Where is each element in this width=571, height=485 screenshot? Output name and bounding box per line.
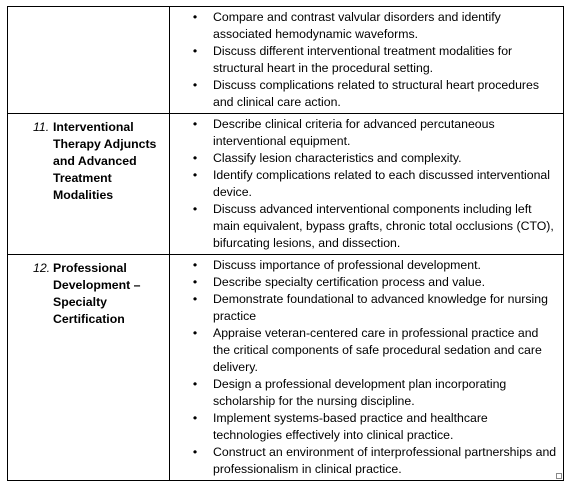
- topic-number: 11.: [33, 120, 50, 134]
- list-item: [170, 43, 557, 77]
- list-item: [170, 257, 557, 274]
- objective-text: Describe specialty certification process and value.: [213, 275, 486, 289]
- objective-text: Construct an environment of interprofessional partnerships and professionalism in clinical practice.: [213, 445, 557, 476]
- table-row: [8, 255, 564, 481]
- list-item: [170, 77, 557, 111]
- list-item: [170, 410, 557, 444]
- objectives-cell: [170, 255, 564, 481]
- list-item: [170, 274, 557, 291]
- course-outline-table: [7, 6, 564, 481]
- bullet-icon: •: [192, 10, 198, 24]
- table-row: [8, 7, 564, 114]
- bullet-icon: •: [192, 202, 198, 216]
- bullet-icon: •: [192, 411, 198, 425]
- topic-cell: [8, 7, 170, 114]
- topic-heading: [8, 114, 169, 204]
- bullet-icon: •: [192, 445, 198, 459]
- table-row: [8, 114, 564, 255]
- objective-text: Classify lesion characteristics and complexity.: [213, 151, 462, 165]
- list-item: [170, 291, 557, 325]
- objective-text: Discuss complications related to structural heart procedures and clinical care action.: [213, 78, 540, 109]
- topic-heading: [8, 255, 169, 328]
- list-item: [170, 325, 557, 376]
- bullet-icon: •: [192, 326, 198, 340]
- topic-number: 12.: [33, 261, 51, 275]
- topic-cell: [8, 114, 170, 255]
- bullet-icon: •: [192, 258, 198, 272]
- list-item: [170, 201, 557, 252]
- list-item: [170, 167, 557, 201]
- objective-text: Compare and contrast valvular disorders and identify associated hemodynamic waveforms.: [213, 10, 501, 41]
- objective-text: Discuss advanced interventional components including left main equivalent, bypass grafts, chronic total occlusions (CTO), bifurcating lesions, and dissection.: [213, 202, 554, 250]
- bullet-icon: •: [192, 292, 198, 306]
- objective-list: [170, 255, 563, 480]
- objectives-cell: [170, 114, 564, 255]
- bullet-icon: •: [192, 275, 198, 289]
- objective-text: Discuss importance of professional development.: [213, 258, 481, 272]
- objective-text: Describe clinical criteria for advanced percutaneous interventional equipment.: [213, 117, 495, 148]
- objective-text: Identify complications related to each discussed interventional device.: [213, 168, 550, 199]
- bullet-icon: •: [192, 117, 198, 131]
- list-item: [170, 116, 557, 150]
- objective-list: [170, 7, 563, 113]
- bullet-icon: •: [192, 151, 198, 165]
- list-item: [170, 9, 557, 43]
- objective-text: Implement systems-based practice and healthcare technologies effectively into clinical practice.: [213, 411, 488, 442]
- topic-heading: [8, 7, 169, 12]
- bullet-icon: •: [192, 168, 198, 182]
- topic-title: Professional Development – Specialty Certification: [53, 261, 141, 326]
- bullet-icon: •: [192, 44, 198, 58]
- list-item: [170, 444, 557, 478]
- objectives-cell: [170, 7, 564, 114]
- list-item: [170, 150, 557, 167]
- objective-text: Discuss different interventional treatment modalities for structural heart in the procedural setting.: [213, 44, 513, 75]
- topic-cell: [8, 255, 170, 481]
- objective-text: Demonstrate foundational to advanced knowledge for nursing practice: [213, 292, 548, 323]
- objective-text: Appraise veteran-centered care in professional practice and the critical components of safe procedural sedation and care delivery.: [213, 326, 542, 374]
- bullet-icon: •: [192, 78, 198, 92]
- list-item: [170, 376, 557, 410]
- topic-title: Interventional Therapy Adjuncts and Advanced Treatment Modalities: [53, 120, 157, 202]
- table-end-marker-icon: [556, 473, 562, 479]
- objective-list: [170, 114, 563, 254]
- objective-text: Design a professional development plan incorporating scholarship for the nursing discipline.: [213, 377, 507, 408]
- bullet-icon: •: [192, 377, 198, 391]
